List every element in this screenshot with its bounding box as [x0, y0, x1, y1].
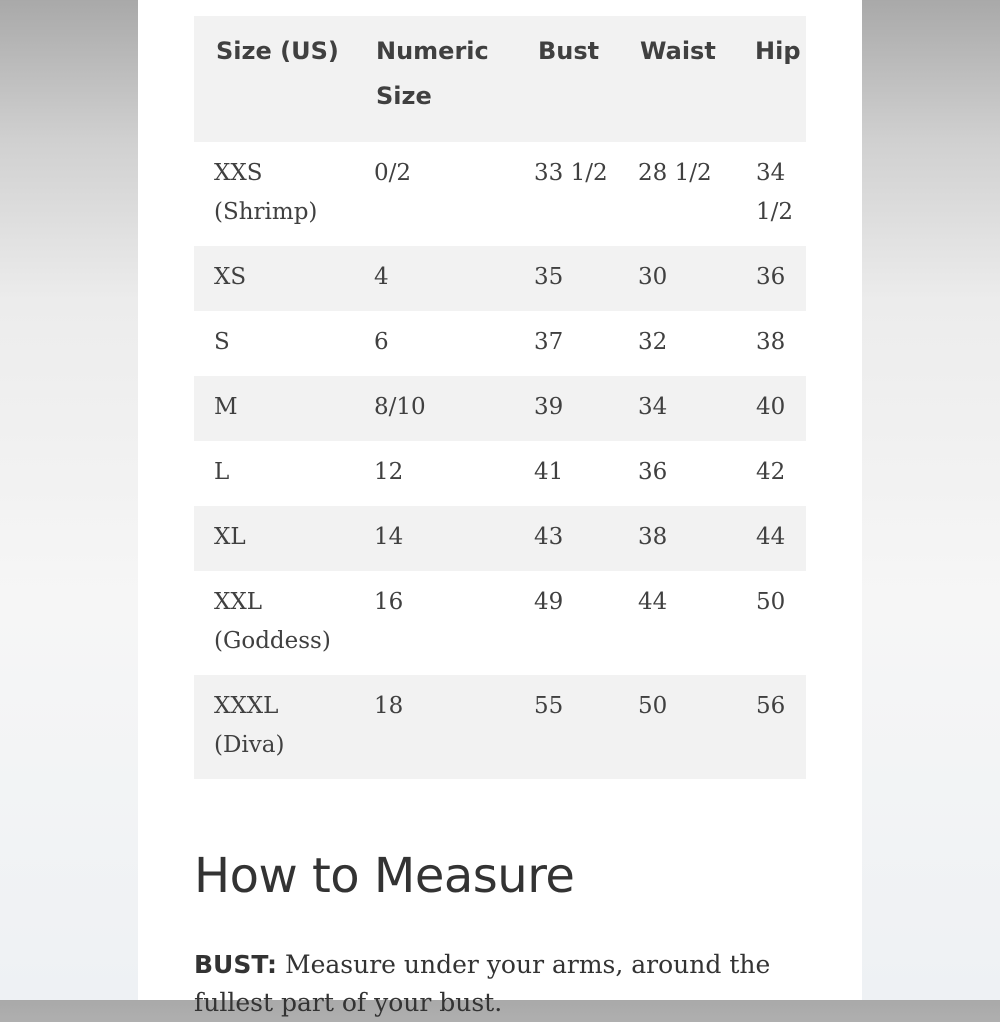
cell-size: M: [214, 394, 238, 420]
cell-hip: 40: [756, 394, 786, 420]
header-hip: Hip: [755, 37, 801, 65]
page-content: [138, 0, 862, 1017]
cell-bust: 39: [534, 394, 564, 420]
how-to-measure-heading: How to Measure: [194, 848, 575, 904]
cell-hip: 44: [756, 524, 786, 550]
cell-numeric-size: 0/2: [374, 160, 412, 186]
cell-size: XXS (Shrimp): [214, 160, 318, 225]
table-row: [194, 246, 806, 311]
cell-waist: 30: [638, 264, 668, 290]
cell-numeric-size: 14: [374, 524, 404, 550]
bust-text: Measure under your arms, around the fullest part of your bust.: [194, 950, 771, 1017]
cell-size: XS: [214, 264, 247, 290]
header-waist: Waist: [640, 37, 716, 65]
cell-hip: 42: [756, 459, 786, 485]
bust-label: BUST:: [194, 950, 278, 979]
table-body: [194, 142, 806, 779]
header-bust: Bust: [538, 37, 600, 65]
cell-bust: 49: [534, 589, 564, 615]
table-row: [194, 675, 806, 779]
cell-hip: 36: [756, 264, 786, 290]
cell-numeric-size: 12: [374, 459, 404, 485]
cell-hip: 56: [756, 693, 786, 719]
cell-waist: 38: [638, 524, 668, 550]
cell-bust: 37: [534, 329, 564, 355]
cell-bust: 43: [534, 524, 564, 550]
cell-numeric-size: 16: [374, 589, 404, 615]
cell-size: S: [214, 329, 230, 355]
bust-instruction: [194, 946, 806, 1022]
cell-waist: 34: [638, 394, 668, 420]
header-numeric-size: Numeric Size: [376, 37, 489, 110]
table-row: [194, 311, 806, 376]
cell-hip: 38: [756, 329, 786, 355]
header-row: [194, 16, 806, 142]
cell-hip: 34 1/2: [756, 160, 794, 225]
cell-numeric-size: 8/10: [374, 394, 426, 420]
cell-numeric-size: 18: [374, 693, 404, 719]
cell-waist: 50: [638, 693, 668, 719]
cell-size: L: [214, 459, 230, 485]
table-header: [194, 16, 806, 142]
cell-numeric-size: 6: [374, 329, 389, 355]
cell-waist: 28 1/2: [638, 160, 712, 186]
cell-bust: 35: [534, 264, 564, 290]
table-row: [194, 441, 806, 506]
cell-size: XXXL (Diva): [214, 693, 285, 758]
cell-waist: 32: [638, 329, 668, 355]
size-chart-table: [194, 16, 806, 779]
cell-bust: 33 1/2: [534, 160, 608, 186]
cell-waist: 44: [638, 589, 668, 615]
table-row: [194, 506, 806, 571]
table-row: [194, 142, 806, 246]
cell-numeric-size: 4: [374, 264, 389, 290]
cell-size: XXL (Goddess): [214, 589, 331, 654]
cell-waist: 36: [638, 459, 668, 485]
cell-bust: 41: [534, 459, 564, 485]
cell-bust: 55: [534, 693, 564, 719]
header-size-us: Size (US): [216, 37, 339, 65]
table-row: [194, 376, 806, 441]
cell-size: XL: [214, 524, 246, 550]
table-row: [194, 571, 806, 675]
cell-hip: 50: [756, 589, 786, 615]
